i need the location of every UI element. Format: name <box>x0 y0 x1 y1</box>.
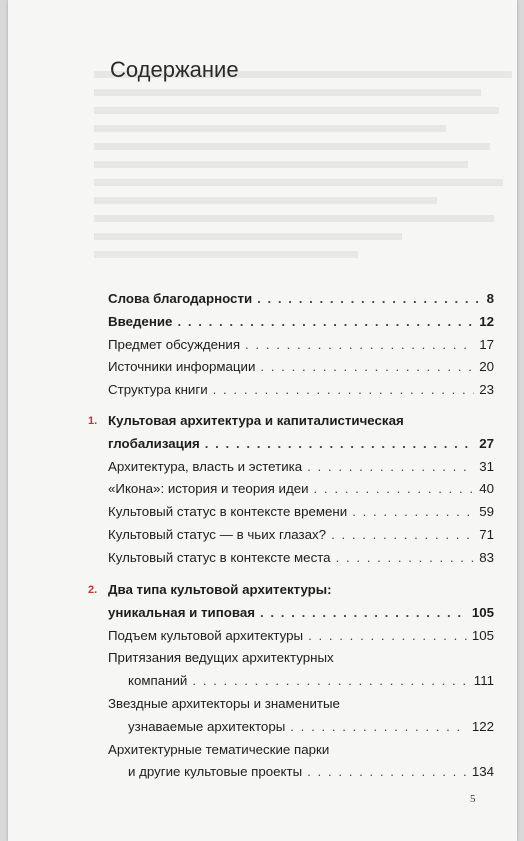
toc-chapter-1 <box>88 410 494 570</box>
toc-entry-title-line1: Притязания ведущих архитектурных <box>108 650 334 666</box>
toc-entry-page: 122 <box>471 718 494 734</box>
chapter-page: 27 <box>479 435 494 451</box>
toc-front-matter <box>108 288 494 402</box>
chapter-heading[interactable] <box>88 579 494 625</box>
toc-entry-page: 40 <box>479 481 494 497</box>
toc-entry-page: 59 <box>479 504 494 520</box>
toc-entry-page: 83 <box>479 549 494 565</box>
toc-entry-title: Культовый статус в контексте времени <box>108 504 348 520</box>
toc-entry[interactable] <box>108 478 494 501</box>
toc-entry[interactable] <box>108 647 494 693</box>
toc-entry[interactable] <box>108 625 494 648</box>
chapter-number: 1. <box>88 415 98 427</box>
toc-chapter-2 <box>88 579 494 784</box>
chapter-title-line2: глобализация <box>108 435 200 451</box>
toc-entry-title-line2: компаний <box>128 673 188 689</box>
toc-entry-title: Введение <box>108 313 173 329</box>
toc-entry[interactable] <box>108 288 494 311</box>
toc-entry-title-line2: узнаваемые архитекторы <box>128 718 286 734</box>
bleed-through-text <box>94 60 524 280</box>
toc-entry-title: Культовый статус в контексте места <box>108 549 331 565</box>
toc-entry[interactable] <box>108 334 494 357</box>
toc-entry[interactable] <box>108 311 494 334</box>
toc-entry-title: Структура книги <box>108 382 208 398</box>
toc-entry[interactable] <box>108 501 494 524</box>
chapter-title-line1: Культовая архитектура и капиталистическая <box>108 413 404 428</box>
toc-entry-title-line2: и другие культовые проекты <box>128 764 303 780</box>
toc-entry-title: Источники информации <box>108 359 256 375</box>
page-number: 5 <box>470 793 476 805</box>
toc-entry-title: Слова благодарности <box>108 291 253 306</box>
page-title: Содержание <box>110 57 239 82</box>
toc-entry-page: 8 <box>486 291 494 306</box>
toc-entry[interactable] <box>108 356 494 379</box>
toc-entry-page: 105 <box>471 627 494 643</box>
toc-entry[interactable] <box>108 456 494 479</box>
toc-entry-title-line1: Архитектурные тематические парки <box>108 741 330 757</box>
chapter-heading[interactable] <box>88 410 494 456</box>
toc-entry-title: Предмет обсуждения <box>108 336 241 352</box>
toc-entry-page: 23 <box>479 382 494 398</box>
chapter-title-line1: Два типа культовой архитектуры: <box>108 582 332 597</box>
toc-entry[interactable] <box>108 547 494 570</box>
toc-entry-page: 12 <box>479 313 494 329</box>
toc-entry-page: 17 <box>479 336 494 352</box>
toc-entry-page: 111 <box>473 673 494 689</box>
chapter-number: 2. <box>88 584 98 596</box>
toc-entry-title-line1: Звездные архитекторы и знаменитые <box>108 695 340 711</box>
toc-entry-page: 31 <box>479 458 494 474</box>
chapter-title-line2: уникальная и типовая <box>108 604 256 620</box>
toc-entry-title: «Икона»: история и теория идеи <box>108 481 309 497</box>
toc-entry-page: 71 <box>479 526 494 542</box>
toc-entry-title: Архитектура, власть и эстетика <box>108 458 303 474</box>
toc-entry-title: Подъем культовой архитектуры <box>108 627 304 643</box>
toc-entry[interactable] <box>108 524 494 547</box>
toc-entry[interactable] <box>108 693 494 739</box>
toc-entry[interactable] <box>108 379 494 402</box>
toc-entry-title: Культовый статус — в чьих глазах? <box>108 526 327 542</box>
toc-entry[interactable] <box>108 739 494 785</box>
chapter-page: 105 <box>471 604 494 620</box>
toc-entry-page: 20 <box>479 359 494 375</box>
toc-entry-page: 134 <box>471 764 494 780</box>
